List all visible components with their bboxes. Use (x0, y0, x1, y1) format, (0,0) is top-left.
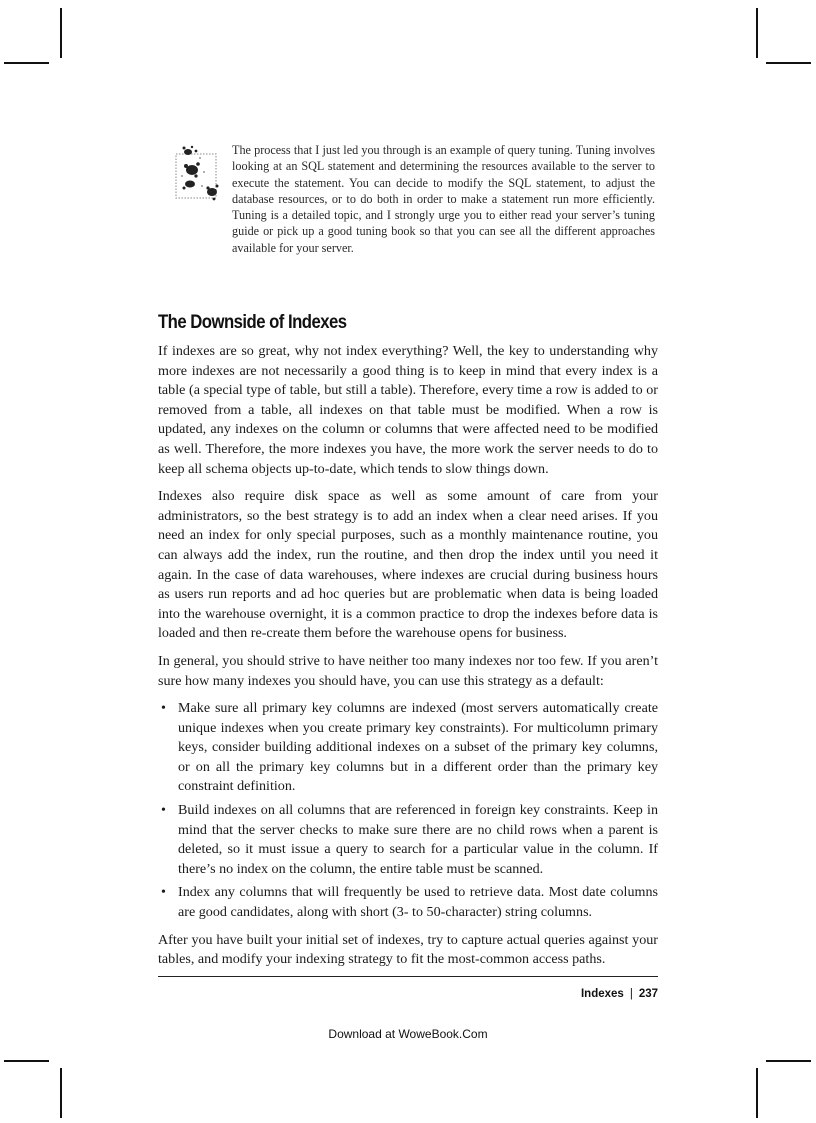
footer-rule (158, 976, 658, 977)
section-heading: The Downside of Indexes (158, 312, 347, 333)
bullet-icon: • (161, 884, 166, 901)
bullet-icon: • (161, 802, 166, 819)
bullet-item (158, 883, 658, 922)
crop-mark-top-right-horizontal (766, 62, 811, 64)
closing-paragraph: After you have built your initial set of indexes, try to capture actual queries against your tables, and modify your indexing strategy to fit the most-common access paths. (158, 931, 658, 968)
bullet-text: Make sure all primary key columns are indexed (most servers automatically create unique indexes when you create primary key constraints). For multicolumn primary keys, consider building additional indexes on a subset of the primary key columns, or on all the primary key columns but in a different order than the primary key constraint definition. (178, 700, 658, 795)
crop-mark-bottom-left-horizontal (4, 1060, 49, 1062)
section-body (158, 342, 658, 978)
tip-text: The process that I just led you through is an example of query tuning. Tuning involves looking at an SQL statement and determining the resources available to the server to execute the statement. You can decide to modify the SQL statement, to adjust the database resources, or to do both in order to make a statement run more efficiently. Tuning is a detailed topic, and I strongly urge you to either read your server’s tuning guide or pick up a good tuning book so that you can see all the different approaches available for your server. (232, 143, 655, 255)
paragraph: Indexes also require disk space as well as some amount of care from your administrators, so the best strategy is to add an index when a clear need arises. If you need an index for only special purposes, such as a monthly maintenance routine, you can always add the index, run the routine, and then drop the index until you need it again. In the case of data warehouses, where indexes are crucial during business hours as users run reports and ad hoc queries but are problematic when data is being loaded into the warehouse overnight, it is a common practice to drop the indexes before data is loaded and then re-create them before the warehouse opens for business. (158, 488, 658, 642)
crop-mark-bottom-right-horizontal (766, 1060, 811, 1062)
crop-mark-top-left-vertical (60, 8, 62, 58)
bullet-item (158, 801, 658, 879)
bullet-text: Index any columns that will frequently be used to retrieve data. Most date columns are good candidates, along with short (3- to 50-character) string columns. (178, 884, 658, 921)
crop-mark-top-left-horizontal (4, 62, 49, 64)
crop-mark-top-right-vertical (756, 8, 758, 58)
critter-tip-icon (170, 142, 228, 206)
paragraph: If indexes are so great, why not index everything? Well, the key to understanding why more indexes are not necessarily a good thing is to keep in mind that every index is a table (a special type of table, but still a table). Therefore, every time a row is added to or removed from a table, all indexes on that table must be modified. When a row is updated, any indexes on the column or columns that were affected need to be modified as well. Therefore, the more indexes you have, the more work the server needs to do to keep all schema objects up-to-date, which tends to slow things down. (158, 343, 658, 477)
footer-separator: | (629, 988, 633, 1000)
bullet-list (158, 699, 658, 923)
bullet-icon: • (161, 700, 166, 717)
page-number: 237 (638, 988, 658, 1000)
bullet-text: Build indexes on all columns that are referenced in foreign key constraints. Keep in mind that the server checks to make sure there are no child rows when a parent is deleted, so it must issue a query to search for a particular value in the column. If there’s no index on the column, the entire table must be scanned. (178, 802, 658, 877)
crop-mark-bottom-left-vertical (60, 1068, 62, 1118)
chapter-name: Indexes (580, 988, 624, 1000)
bullet-item (158, 699, 658, 797)
paragraph: In general, you should strive to have neither too many indexes nor too few. If you aren’t sure how many indexes you should have, you can use this strategy as a default: (158, 652, 658, 689)
download-note: Download at WoweBook.Com (328, 1027, 488, 1041)
page-footer (158, 988, 658, 1000)
crop-mark-bottom-right-vertical (756, 1068, 758, 1118)
